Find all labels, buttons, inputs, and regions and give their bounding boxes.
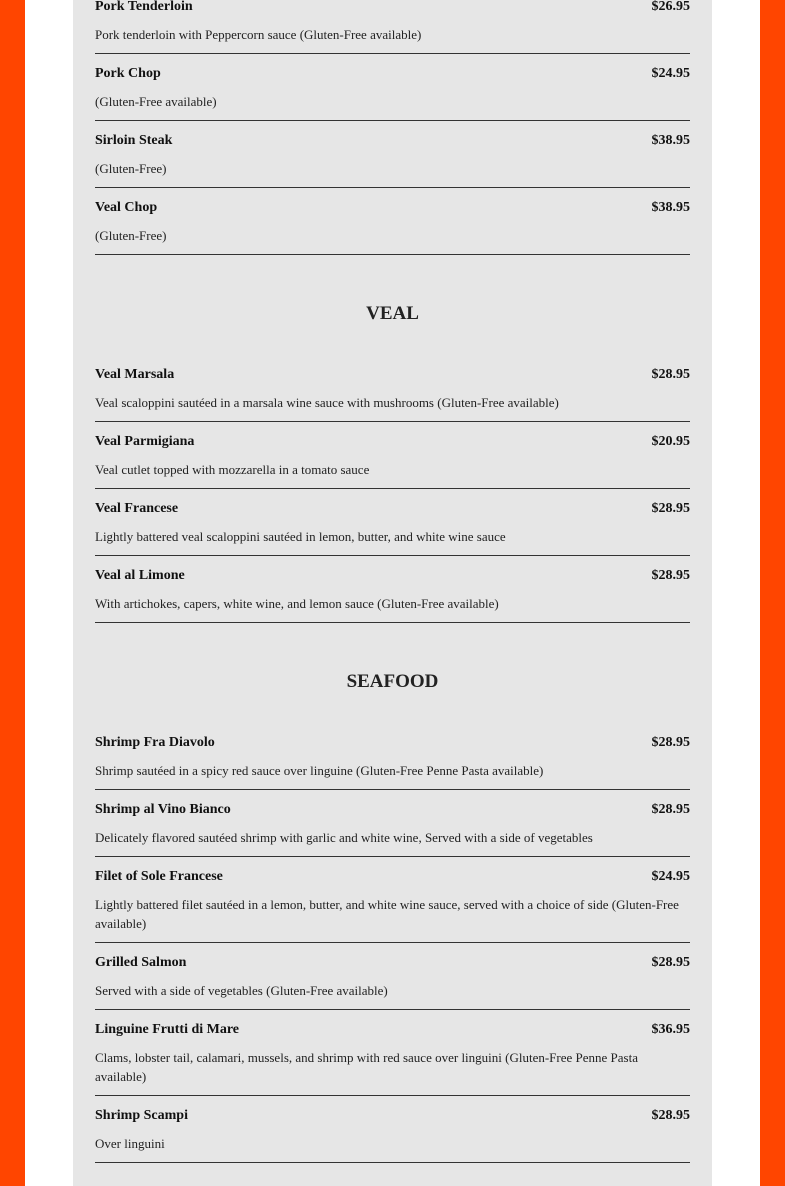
menu-item xyxy=(95,857,690,943)
menu-item-name: Pork Chop xyxy=(95,66,161,81)
menu-item-description: With artichokes, capers, white wine, and lemon sauce (Gluten-Free available) xyxy=(95,596,499,611)
menu-item-header xyxy=(95,501,690,517)
menu-item-name: Veal Chop xyxy=(95,200,158,215)
menu-item-description: Lightly battered filet sautéed in a lemon, butter, and white wine sauce, served with a choice of side (Gluten-Free available) xyxy=(95,897,679,931)
menu-item xyxy=(95,1096,690,1163)
menu-item-price: $26.95 xyxy=(651,0,690,14)
menu-item xyxy=(95,790,690,857)
menu-item xyxy=(95,556,690,623)
menu-item-header xyxy=(95,0,690,15)
menu-item-name: Linguine Frutti di Mare xyxy=(95,1022,240,1037)
menu-item-price: $38.95 xyxy=(651,200,690,215)
menu-item-description: (Gluten-Free) xyxy=(95,161,167,176)
section-title-seafood: SEAFOOD xyxy=(346,671,439,692)
menu-item-name: Veal Marsala xyxy=(95,367,175,382)
menu-item xyxy=(95,54,690,121)
menu-item-header xyxy=(95,133,690,149)
menu-item-name: Filet of Sole Francese xyxy=(95,869,223,884)
menu-item-header xyxy=(95,434,690,450)
menu-item-name: Shrimp Fra Diavolo xyxy=(95,735,215,750)
menu-item-description: Lightly battered veal scaloppini sautéed in lemon, butter, and white wine sauce xyxy=(95,529,506,544)
menu-item xyxy=(95,723,690,790)
menu-item-name: Sirloin Steak xyxy=(95,133,173,148)
menu-item-description: Clams, lobster tail, calamari, mussels, and shrimp with red sauce over linguini (Gluten-Free Penne Pasta available) xyxy=(95,1050,638,1084)
menu-item-header xyxy=(95,1022,690,1038)
menu-item-description: (Gluten-Free available) xyxy=(95,94,217,109)
menu-item xyxy=(95,121,690,188)
menu-item-name: Veal Parmigiana xyxy=(95,434,195,449)
menu-item-name: Veal al Limone xyxy=(95,568,185,583)
menu-item-header xyxy=(95,66,690,82)
menu-item xyxy=(95,1010,690,1096)
section-title-veal: VEAL xyxy=(366,303,419,324)
menu-item xyxy=(95,355,690,422)
menu-item xyxy=(95,188,690,255)
menu-item-description: Pork tenderloin with Peppercorn sauce (Gluten-Free available) xyxy=(95,27,422,42)
menu-item-header xyxy=(95,802,690,818)
menu-item-price: $36.95 xyxy=(651,1022,690,1037)
menu-item-price: $28.95 xyxy=(651,501,690,516)
menu-item-price: $28.95 xyxy=(651,955,690,970)
menu-item-header xyxy=(95,367,690,383)
menu-item-description: Veal cutlet topped with mozzarella in a tomato sauce xyxy=(95,462,370,477)
menu-item-name: Shrimp Scampi xyxy=(95,1108,188,1123)
menu-item-header xyxy=(95,1108,690,1124)
menu-item-price: $28.95 xyxy=(651,367,690,382)
menu-item-price: $24.95 xyxy=(651,869,690,884)
menu-item xyxy=(95,943,690,1010)
menu-list xyxy=(95,0,690,1163)
menu-item-name: Shrimp al Vino Bianco xyxy=(95,802,231,817)
menu-item-price: $28.95 xyxy=(651,568,690,583)
menu-item-description: Veal scaloppini sautéed in a marsala wine sauce with mushrooms (Gluten-Free available) xyxy=(95,395,559,410)
menu-item-description: (Gluten-Free) xyxy=(95,228,167,243)
menu-item-header xyxy=(95,955,690,971)
menu-item xyxy=(95,489,690,556)
menu-item-description: Over linguini xyxy=(95,1136,165,1151)
menu-item-price: $20.95 xyxy=(651,434,690,449)
menu-item-description: Delicately flavored sautéed shrimp with garlic and white wine, Served with a side of vegetables xyxy=(95,830,593,845)
menu-item-price: $38.95 xyxy=(651,133,690,148)
menu-item-price: $28.95 xyxy=(651,735,690,750)
menu-item-header xyxy=(95,869,690,885)
menu-item-price: $28.95 xyxy=(651,802,690,817)
menu-item-price: $28.95 xyxy=(651,1108,690,1123)
menu-item xyxy=(95,422,690,489)
menu-item-description: Served with a side of vegetables (Gluten-Free available) xyxy=(95,983,388,998)
menu-item-header xyxy=(95,735,690,751)
menu-item-name: Veal Francese xyxy=(95,501,179,516)
menu-item-header xyxy=(95,568,690,584)
menu-item-name: Grilled Salmon xyxy=(95,955,187,970)
menu-item-description: Shrimp sautéed in a spicy red sauce over linguine (Gluten-Free Penne Pasta available) xyxy=(95,763,544,778)
menu-item-name: Pork Tenderloin xyxy=(95,0,193,14)
menu-item-header xyxy=(95,200,690,216)
menu-item-price: $24.95 xyxy=(651,66,690,81)
menu-item xyxy=(95,0,690,54)
